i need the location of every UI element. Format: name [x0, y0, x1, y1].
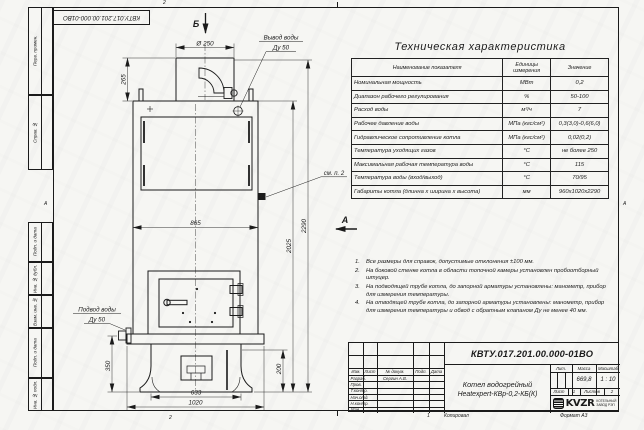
reference-number-box: [53, 10, 150, 25]
company-logo: [550, 395, 619, 412]
zone-mark-right: А: [623, 201, 627, 207]
spec-cell-value: 7: [551, 104, 609, 118]
spec-header-value: Значение: [551, 59, 609, 77]
spec-row: [352, 172, 609, 186]
col-date: Дата: [430, 369, 443, 374]
water-outlet-label-line2: Ду 50: [272, 44, 290, 52]
sheet-label: Лист: [553, 389, 565, 394]
dim-boiler-h: 2025: [285, 238, 293, 254]
spec-cell-value: 960х1020х2290: [551, 185, 609, 199]
margin-label: Справ. №: [32, 122, 38, 143]
spec-cell-name: Расход воды: [352, 104, 503, 118]
spec-cell-units: МВт: [503, 77, 551, 91]
spec-cell-units: мм: [503, 185, 551, 199]
spec-cell-value: не более 250: [551, 144, 609, 158]
spec-header-row: [352, 59, 609, 77]
water-inlet-label-line2: Ду 50: [88, 316, 106, 324]
brand-subtitle: КОТЕЛЬНЫЙ ЗАВОД РЭП: [596, 398, 617, 407]
role-prov: Пров.: [350, 381, 362, 387]
note-number: 4.: [355, 300, 360, 307]
note-text: На отводящей трубе котла, до запорной арматуры установлены: манометр, прибор для измерения температуры и обвод с обратным клапаном Ду не менее 40 мм.: [366, 300, 605, 314]
dim-body-w: 865: [190, 220, 201, 228]
product-line1: Котел водогрейный: [462, 379, 533, 389]
spec-row: [352, 77, 609, 91]
spec-cell-units: м³/ч: [503, 104, 551, 118]
margin-cell-podp-data-2: [28, 328, 53, 378]
col-list: Лист: [364, 369, 376, 374]
note-item: [352, 268, 609, 283]
spec-header-units: Единицы измерения: [503, 59, 551, 77]
col-izm: Изм.: [351, 369, 361, 374]
margin-cell-sprav-no: [28, 95, 53, 170]
note-number: 1.: [355, 259, 360, 265]
margin-label: Инв. № дубл.: [32, 264, 38, 293]
brand-name: KVZR: [565, 398, 595, 409]
role-razrab: Разраб.: [350, 375, 367, 381]
view-a-label: А: [341, 215, 349, 225]
spec-row: [352, 90, 609, 104]
note-text: Все размеры для справок, допустимые отклонения ±100 мм.: [366, 259, 535, 265]
note-item: [352, 300, 609, 315]
margin-label: Подп. и дата: [32, 227, 38, 257]
zone-tick-top: [337, 2, 338, 7]
document-number: КВТУ.017.201.00.000-01ВО: [470, 348, 594, 359]
role-tkontr: Т.контр.: [350, 388, 368, 394]
margin-cell-inv-podl: [28, 378, 53, 411]
spec-cell-name: Температура уходящих газов: [352, 144, 503, 158]
spec-row: [352, 131, 609, 145]
dim-chimney-h: 265: [120, 74, 128, 85]
spec-cell-units: °С: [503, 158, 551, 172]
dim-total-w: 1020: [188, 399, 203, 407]
note-number: 2.: [355, 267, 360, 274]
margin-label: Инв. № подл.: [32, 380, 38, 409]
margin-label: Подп. и дата: [32, 338, 38, 368]
product-name: [445, 365, 550, 412]
note-number: 3.: [355, 283, 360, 290]
dim-inlet-h: 350: [104, 360, 112, 372]
spec-cell-value: 0,3(3,0)-0,6(6,0): [551, 117, 609, 131]
reference-number: КВТУ.017.201.00.000-01ВО: [62, 14, 141, 21]
sheet-value: 1: [572, 389, 576, 394]
margin-label: Перв. примен.: [32, 35, 38, 67]
section-b-label: Б: [192, 19, 200, 29]
spec-cell-name: Температура воды (вход/выход): [352, 172, 503, 186]
zone-mark-left: А: [44, 201, 48, 207]
spec-cell-units: °С: [503, 172, 551, 186]
dim-total-h: 2290: [300, 218, 308, 234]
dim-base-h: 200: [275, 363, 283, 375]
spec-row: [352, 144, 609, 158]
spec-cell-value: 0,02(0,2): [551, 131, 609, 145]
col-sign: Подп.: [415, 369, 427, 374]
sheets-value: 2: [610, 389, 614, 394]
role-nachotd: Нач.отд.: [350, 394, 369, 400]
margin-cell-podp-data-1: [28, 222, 53, 262]
spec-cell-units: МПа (кгс/см²): [503, 131, 551, 145]
spec-cell-value: 0,2: [551, 77, 609, 91]
spec-cell-units: °С: [503, 144, 551, 158]
spec-table: [351, 58, 609, 199]
sheets-label: Листов: [584, 389, 600, 394]
spec-cell-value: 70/95: [551, 172, 609, 186]
footer-format: Формат А3: [560, 413, 588, 419]
scale-label: Масштаб: [597, 365, 619, 371]
note-text: На боковой стенке котла в области топочной камеры установлен пробоотборный штуцер.: [366, 267, 599, 282]
mass-value: 669,8: [576, 377, 592, 383]
spec-row: [352, 117, 609, 131]
zone-mark-top: 2: [163, 0, 166, 6]
kvzr-emblem-icon: [553, 398, 564, 409]
product-line2: Heatexpert-КВр-0,2-КБ(К): [457, 390, 538, 398]
spec-header-name: Наименование показателя: [352, 59, 503, 77]
spec-cell-value: 115: [551, 158, 609, 172]
scale-value: 1 : 10: [600, 377, 616, 383]
spec-cell-name: Диапазон рабочего регулирования: [352, 90, 503, 104]
spec-cell-units: МПа (кгс/см²): [503, 117, 551, 131]
see-note-2-label: см. п. 2: [323, 170, 345, 177]
note-item: [352, 259, 609, 267]
lit-label: Лит.: [555, 365, 567, 371]
spec-cell-value: 50-100: [551, 90, 609, 104]
margin-cell-vzam-inv: [28, 295, 53, 328]
role-razrab-name: Сергин А.В.: [382, 375, 408, 381]
note-text: На подводящей трубе котла, до запорной арматуры установлены: манометр, прибор для измерения температуры.: [366, 283, 606, 298]
spec-cell-name: Габариты котла (длинна х ширина х высота): [352, 185, 503, 199]
spec-cell-name: Рабочее давление воды: [352, 117, 503, 131]
footer-copied: Копировал: [444, 413, 469, 419]
zone-tick-bottom: [337, 411, 338, 416]
spec-cell-name: Номинальная мощность: [352, 77, 503, 91]
spec-cell-name: Максимальная рабочая температура воды: [352, 158, 503, 172]
margin-cell-inv-dubl: [28, 262, 53, 295]
spec-row: [352, 158, 609, 172]
notes-list: [352, 259, 609, 316]
spec-section: [349, 41, 611, 199]
dim-chimney-dia: Ø 250: [196, 40, 214, 48]
margin-label: Взам. инв. №: [32, 297, 38, 326]
water-outlet-label-line1: Вывод воды: [263, 34, 299, 42]
spec-row: [352, 185, 609, 199]
title-block: [348, 342, 619, 412]
role-utv: Утв.: [350, 407, 361, 413]
col-doc: № докум.: [385, 369, 405, 374]
zone-mark-bottom: 2: [169, 415, 172, 421]
note-item: [352, 284, 609, 299]
margin-cell-perv-primen: [28, 7, 53, 95]
dim-base-w: 633: [190, 389, 202, 397]
water-inlet-label-line1: Подвод воды: [78, 306, 116, 314]
spec-title: Техническая характеристика: [394, 41, 566, 53]
spec-cell-name: Гидравлическое сопротивление котла: [352, 131, 503, 145]
mass-label: Масса: [577, 365, 591, 371]
spec-row: [352, 104, 609, 118]
spec-cell-units: %: [503, 90, 551, 104]
role-nkontr: Н.контр.: [350, 400, 369, 406]
footer-zone: 1: [427, 413, 430, 419]
